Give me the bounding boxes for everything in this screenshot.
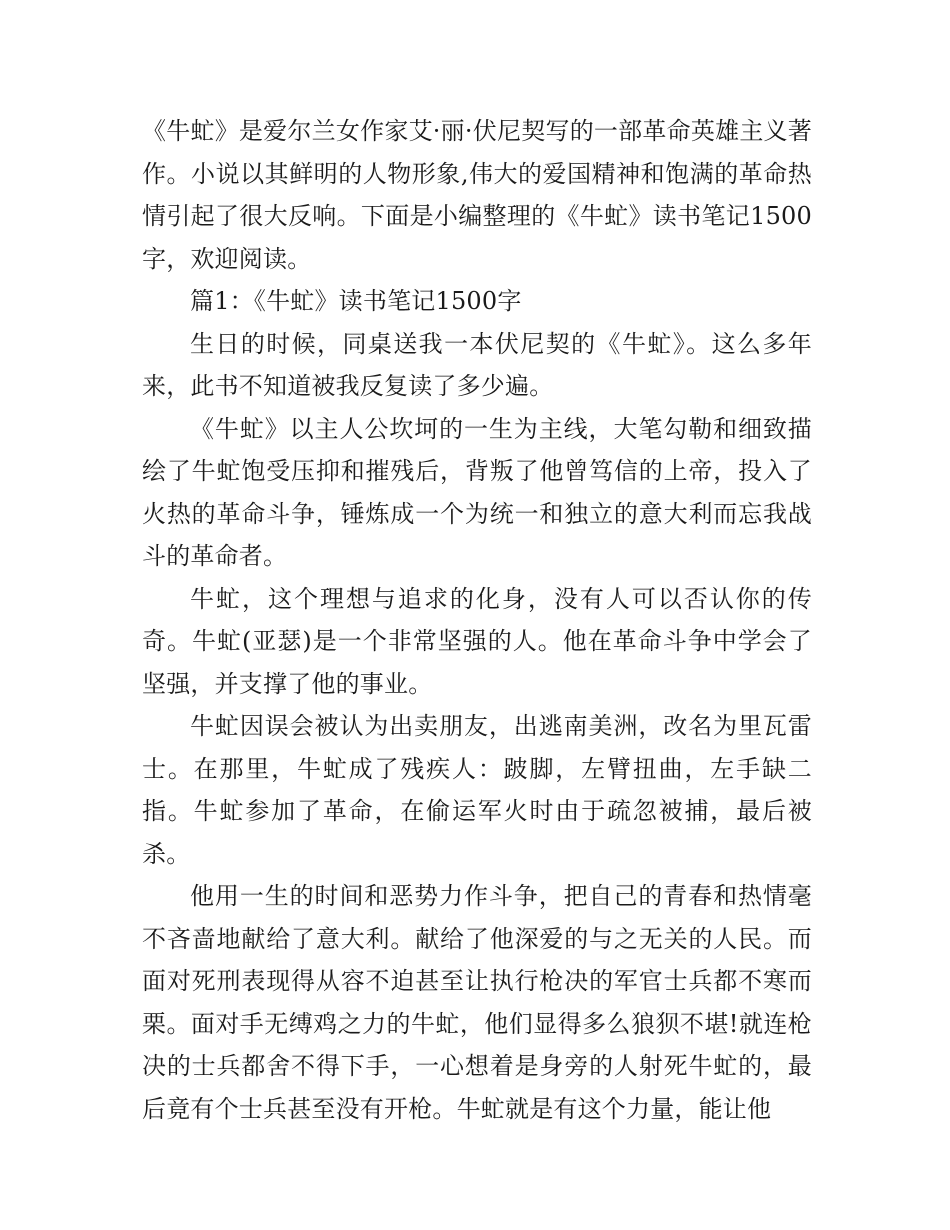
body-paragraph: 生日的时候，同桌送我一本伏尼契的《牛虻》。这么多年来，此书不知道被我反复读了多少遍。 — [142, 329, 812, 400]
intro-paragraph: 《牛虻》是爱尔兰女作家艾·丽·伏尼契写的一部革命英雄主义著作。小说以其鲜明的人物形象,伟大的爱国精神和饱满的革命热情引起了很大反响。下面是小编整理的《牛虻》读书笔记1500字，欢迎阅读。 — [142, 117, 812, 273]
body-paragraph: 牛虻，这个理想与追求的化身，没有人可以否认你的传奇。牛虻(亚瑟)是一个非常坚强的人。他在革命斗争中学会了坚强，并支撑了他的事业。 — [142, 584, 812, 698]
body-paragraph: 牛虻因误会被认为出卖朋友，出逃南美洲，改名为里瓦雷士。在那里，牛虻成了残疾人：跛脚，左臂扭曲，左手缺二指。牛虻参加了革命，在偷运军火时由于疏忽被捕，最后被杀。 — [142, 712, 812, 868]
document-body — [142, 110, 812, 1130]
section-heading: 篇1：《牛虻》读书笔记1500字 — [190, 287, 522, 315]
body-paragraph: 他用一生的时间和恶势力作斗争，把自己的青春和热情毫不吝啬地献给了意大利。献给了他深爱的与之无关的人民。而面对死刑表现得从容不迫甚至让执行枪决的军官士兵都不寒而栗。面对手无缚鸡之力的牛虻，他们显得多么狼狈不堪!就连枪决的士兵都舍不得下手，一心想着是身旁的人射死牛虻的，最后竟有个士兵甚至没有开枪。牛虻就是有这个力量，能让他 — [142, 882, 812, 1123]
body-paragraph: 《牛虻》以主人公坎坷的一生为主线，大笔勾勒和细致描绘了牛虻饱受压抑和摧残后，背叛了他曾笃信的上帝，投入了火热的革命斗争，锤炼成一个为统一和独立的意大利而忘我战斗的革命者。 — [142, 414, 812, 570]
